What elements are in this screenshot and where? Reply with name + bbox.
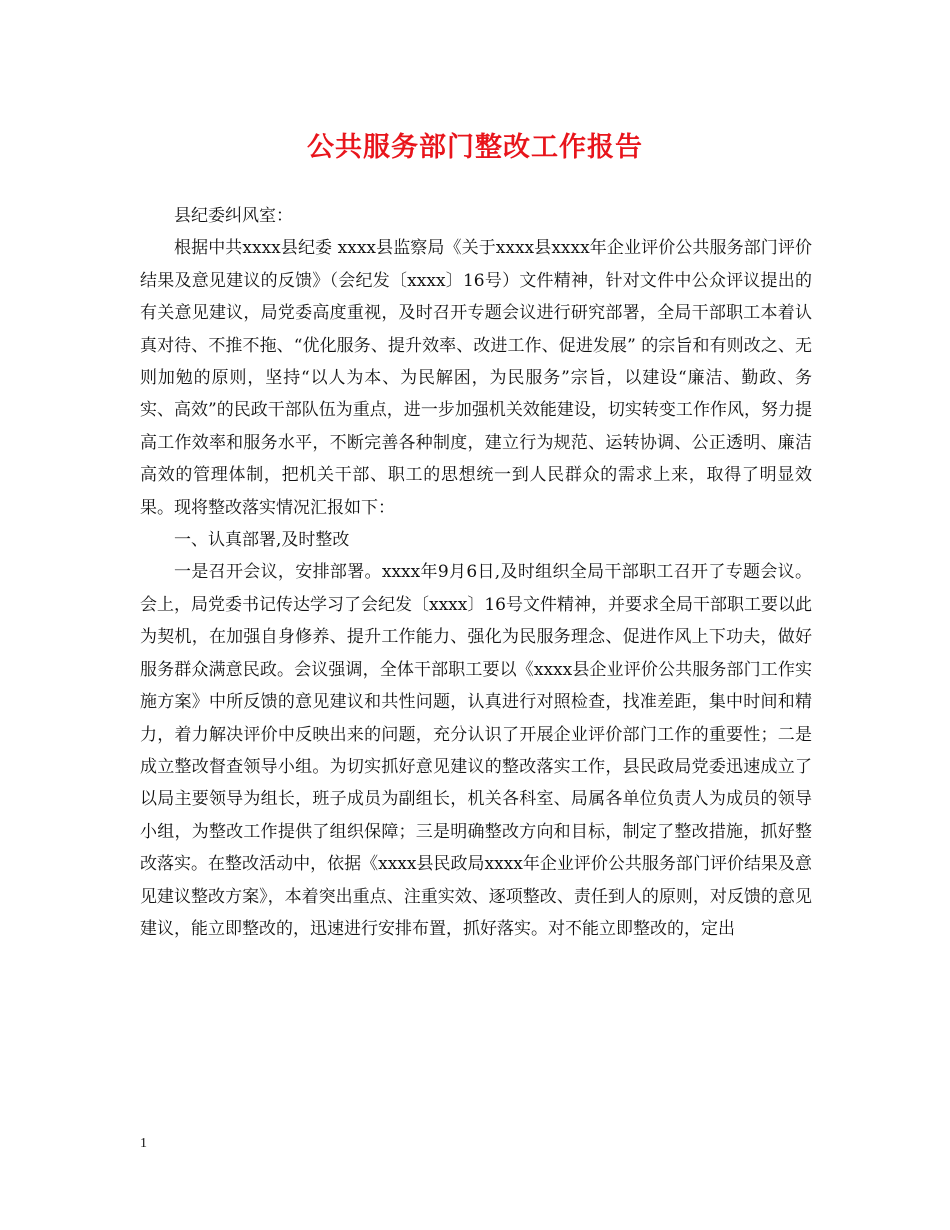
body-paragraph-intro: 根据中共xxxx县纪委 xxxx县监察局《关于xxxx县xxxx年企业评价公共服务部门评价结果及意见建议的反馈》（会纪发〔xxxx〕16号）文件精神，针对文件中公众评议提出的有关意见建议，局党委高度重视，及时召开专题会议进行研究部署，全局干部职工本着认真对待、不推不拖、“优化服务、提升效率、改进工作、促进发展” 的宗旨和有则改之、无则加勉的原则，坚持“以人为本、为民解困，为民服务”宗旨，以建设“廉洁、勤政、务实、高效”的民政干部队伍为重点，进一步加强机关效能建设，切实转变工作作风，努力提高工作效率和服务水平，不断完善各种制度，建立行为规范、运转协调、公正透明、廉洁高效的管理体制，把机关干部、职工的思想统一到人民群众的需求上来，取得了明显效果。现将整改落实情况汇报如下：: [140, 238, 812, 518]
page-number: 1: [140, 1136, 147, 1151]
body-paragraph-measures: 一是召开会议，安排部署。xxxx年9月6日,及时组织全局干部职工召开了专题会议。会上，局党委书记传达学习了会纪发〔xxxx〕16号文件精神，并要求全局干部职工要以此为契机，在加强自身修养、提升工作能力、强化为民服务理念、促进作风上下功夫，做好服务群众满意民政。会议强调，全体干部职工要以《xxxx县企业评价公共服务部门工作实施方案》中所反馈的意见建议和共性问题，认真进行对照检查，找准差距，集中时间和精力，着力解决评价中反映出来的问题，充分认识了开展企业评价部门工作的重要性；二是成立整改督查领导小组。为切实抓好意见建议的整改落实工作，县民政局党委迅速成立了以局主要领导为组长，班子成员为副组长，机关各科室、局属各单位负责人为成员的领导小组，为整改工作提供了组织保障；三是明确整改方向和目标，制定了整改措施，抓好整改落实。在整改活动中，依据《xxxx县民政局xxxx年企业评价公共服务部门评价结果及意见建议整改方案》，本着突出重点、注重实效、逐项整改、责任到人的原则，对反馈的意见建议，能立即整改的，迅速进行安排布置，抓好落实。对不能立即整改的，定出: [140, 562, 812, 939]
document-body: [140, 200, 812, 945]
salutation: 县纪委纠风室：: [174, 206, 293, 226]
document-title: 公共服务部门整改工作报告: [307, 132, 643, 163]
section-heading: 一、认真部署,及时整改: [174, 530, 350, 551]
